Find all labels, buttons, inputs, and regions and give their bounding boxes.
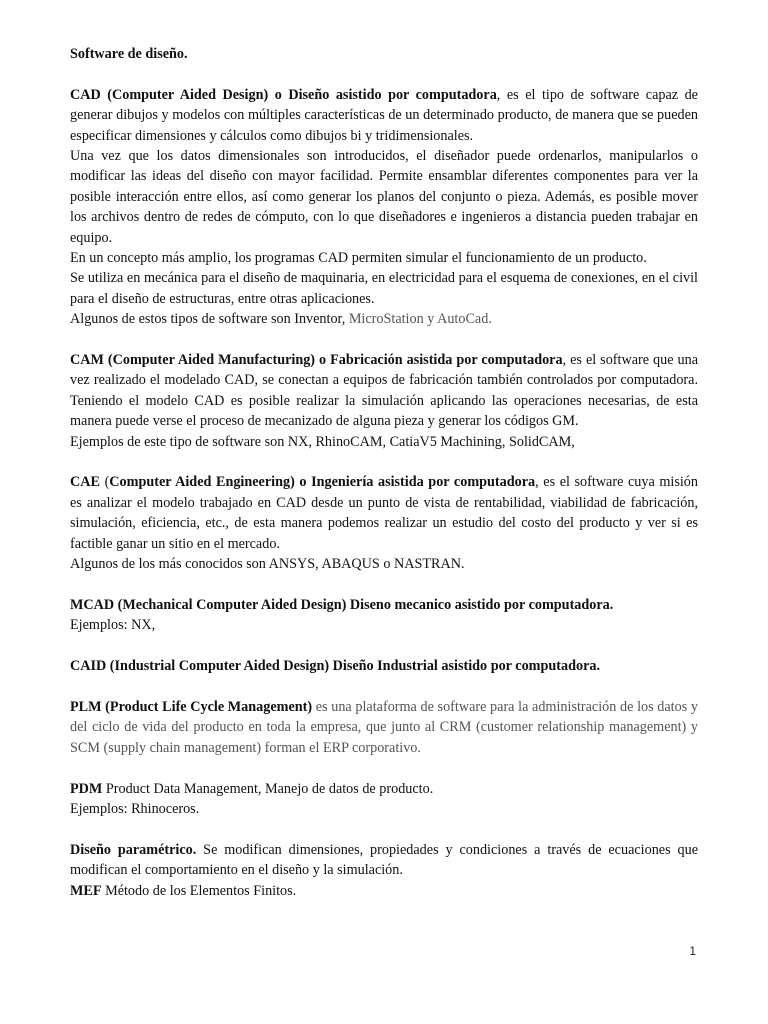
cad-paragraph-4: Se utiliza en mecánica para el diseño de maquinaria, en electricidad para el esquema de conexiones, en el civil para el diseño de estructuras, entre otras aplicaciones. (70, 270, 698, 307)
plm-term: PLM (Product Life Cycle Management) (70, 698, 313, 715)
caid-definition (70, 656, 698, 676)
page-number: 1 (689, 944, 696, 958)
cad-examples-prefix: Algunos de estos tipos de software son Inventor, (70, 311, 349, 328)
cae-term-prefix: CAE (70, 474, 100, 491)
parametric-definition (70, 840, 698, 881)
pdm-examples: Ejemplos: Rhinoceros. (70, 800, 200, 817)
document-title: Software de diseño. (70, 46, 188, 62)
plm-definition (70, 697, 698, 758)
cam-definition (70, 350, 698, 432)
plm-text: es una plataforma de software para la administración de los datos y del ciclo de vida del producto en toda la empresa, que junto al CRM (customer relationship management) y SCM (supply chain management) forman el ERP corporativo. (70, 698, 698, 756)
parametric-term: Diseño paramétrico. (70, 841, 197, 858)
cae-examples: Algunos de los más conocidos son ANSYS, ABAQUS o NASTRAN. (70, 556, 465, 573)
spacer (70, 64, 698, 84)
parametric-text: Se modifican dimensiones, propiedades y condiciones a través de ecuaciones que modifican el comportamiento en el diseño y la simulación. (70, 841, 698, 879)
spacer (70, 452, 698, 472)
spacer (70, 758, 698, 778)
cad-term: CAD (Computer Aided Design) o Diseño asistido por computadora (70, 86, 497, 103)
cad-examples (70, 309, 698, 329)
cad-definition (70, 85, 698, 146)
caid-term: CAID (Industrial Computer Aided Design) Diseño Industrial asistido por computadora. (70, 658, 601, 675)
cad-paragraph-2: Una vez que los datos dimensionales son introducidos, el diseñador puede ordenarlos, manipularlos o modificar las ideas del diseño con mayor facilidad. Permite ensamblar diferentes componentes para ver la posible interacción entre ellos, así como generar los planos del conjunto o pieza. Además, es posible mover los archivos dentro de redes de cómputo, con lo que diseñadores e ingenieros a distancia pueden trabajar en equipo. (70, 148, 698, 246)
spacer (70, 819, 698, 839)
cad-text-1: , es el tipo de software capaz de generar dibujos y modelos con múltiples características de un determinado producto, de manera que se pueden especificar dimensiones y cálculos como dibujos bi y tridimensionales. (70, 86, 698, 144)
spacer (70, 677, 698, 697)
cad-examples-gray: MicroStation y AutoCad. (348, 311, 492, 328)
mef-term: MEF (70, 882, 102, 899)
pdm-definition (70, 779, 698, 799)
mcad-examples: Ejemplos: NX, (70, 617, 156, 634)
cae-definition (70, 472, 698, 554)
cae-text: , es el software cuya misión es analizar el modelo trabajado en CAD desde un punto de vista de rentabilidad, viabilidad de fabricación, simulación, eficiencia, etc., de esta manera podemos realizar un estudio del costo del producto y ver si es factible ganar un sitio en el mercado. (70, 474, 698, 552)
mcad-term: MCAD (Mechanical Computer Aided Design) Diseno mecanico asistido por computadora. (70, 596, 614, 613)
cam-term: CAM (Computer Aided Manufacturing) o Fabricación asistida por computadora (70, 352, 563, 369)
spacer (70, 575, 698, 595)
pdm-text: Product Data Management, Manejo de datos de producto. (102, 780, 434, 797)
spacer (70, 330, 698, 350)
mef-definition (70, 881, 698, 901)
mcad-definition (70, 595, 698, 615)
mef-text: Método de los Elementos Finitos. (101, 882, 297, 899)
cae-term: Computer Aided Engineering) o Ingeniería asistida por computadora (109, 474, 536, 491)
cam-text: , es el software que una vez realizado el modelado CAD, se conectan a equipos de fabricación también controlados por computadora. Teniendo el modelo CAD es posible realizar la simulación aplicando las operaciones necesarias, de esta manera puede verse el proceso de mecanizado de alguna pieza y generar los códigos GM. (70, 352, 698, 430)
spacer (70, 636, 698, 656)
cae-term-paren: ( (99, 474, 110, 491)
cam-examples: Ejemplos de este tipo de software son NX, RhinoCAM, CatiaV5 Machining, SolidCAM, (70, 433, 575, 450)
cad-paragraph-3: En un concepto más amplio, los programas CAD permiten simular el funcionamiento de un producto. (70, 250, 647, 267)
pdm-term: PDM (70, 780, 103, 797)
